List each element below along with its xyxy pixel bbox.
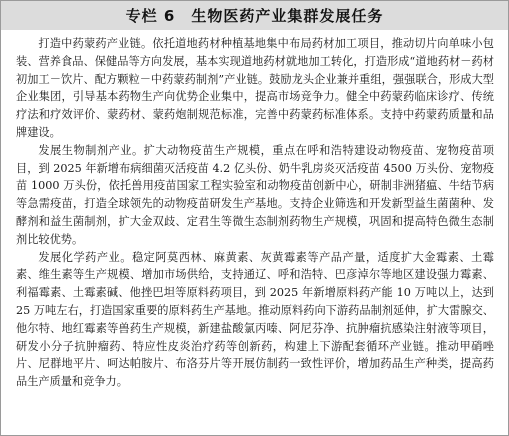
- paragraph-tcm-mongolian-medicine: 打造中药蒙药产业链。依托道地药材种植基地集中布局药材加工项目，推动切片向单味小包装、营养食品、保健品等方向发展，基本实现道地药材就地加工转化，打造形成“道地药材－药材初加工－饮片、配方颗粒－中药蒙药制剂”产业链。鼓励龙头企业兼并重组，强强联合，形成大型企业集团，引导基本药物生产向优势企业集中，提高市场竞争力。健全中药蒙药临床诊疗、传统疗法和疗效评价、蒙药材、蒙药炮制规范标准，完善中药蒙药标准体系。支持中药蒙药质量和品牌建设。: [16, 37, 494, 139]
- box-content: [16, 35, 494, 391]
- box-header: [1, 1, 508, 30]
- paragraph-biological-preparations: 发展生物制剂产业。扩大动物疫苗生产规模，重点在呼和浩特建设动物疫苗、宠物疫苗项目，到 2025 年新增布病细菌灭活疫苗 4.2 亿头份、奶牛乳房炎灭活疫苗 4500 万头份、宠物疫苗 1000 万头份，依托兽用疫苗国家工程实验室和动物疫苗创新中心，研制非洲猪瘟、牛结节病等急需疫苗，打造全球领先的动物疫苗研发生产基地。支持企业筛选和开发新型益生菌菌种、发酵剂和益生菌制剂，扩大金双歧、定君生等微生态制剂药物生产规模，巩固和提高特色微生态制剂比较优势。: [16, 143, 494, 246]
- paragraph-chemical-drugs: 发展化学药产业。稳定阿莫西林、麻黄素、灰黄霉素等产品产量，适度扩大金霉素、土霉素、维生素等生产规模、增加市场供给，支持通辽、呼和浩特、巴彦淖尔等地区建设强力霉素、利福霉素、土霉素碱、他挫巴坦等原料药项目，到 2025 年新增原料药产能 10 万吨以上，达到 25 万吨左右，打造国家重要的原料药生产基地。推动原料药向下游药品制剂延伸，扩大雷腺交、他尔特、地红霉素等兽药生产规模，新建盐酸氯丙嗪、阿尼芬净、抗肿瘤抗感染注射液等项目，研发小分子抗肿瘤药、特应性皮炎治疗药等创新药，构建上下游配套循环产业链。推动甲硝唑片、尼群地平片、呵达帕胺片、布洛芬片等开展仿制药一致性评价，增加药品生产种类，提高药品生产质量和竞争力。: [16, 250, 494, 389]
- box-title: 专栏 6 生物医药产业集群发展任务: [125, 7, 384, 25]
